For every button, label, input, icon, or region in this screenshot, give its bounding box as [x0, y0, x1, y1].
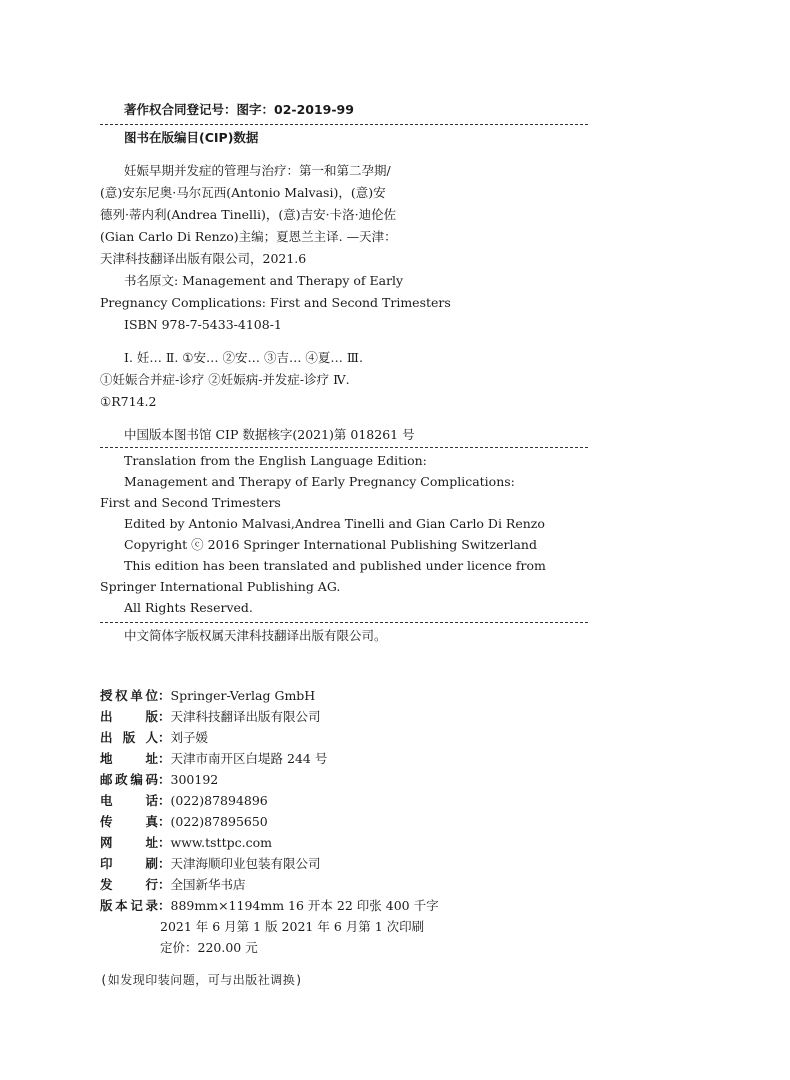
- imprint-row: 出版：天津科技翻译出版有限公司: [100, 709, 321, 724]
- imprint-value: 天津科技翻译出版有限公司: [170, 709, 321, 724]
- cip-record-line: 妊娠早期并发症的管理与治疗：第一和第二孕期/: [124, 163, 391, 178]
- imprint-row: 电话：(022)87894896: [100, 793, 268, 808]
- cip-record-line: 德列·蒂内利(Andrea Tinelli)，(意)吉安·卡洛·迪伦佐: [100, 207, 397, 222]
- imprint-label: 版本记录: [100, 898, 158, 913]
- original-title-line: 书名原文: Management and Therapy of Early: [124, 273, 404, 288]
- cip-heading: 图书在版编目(CIP)数据: [124, 130, 259, 145]
- imprint-label: 网址: [100, 835, 158, 850]
- translation-line: This edition has been translated and published under licence from: [124, 558, 546, 573]
- imprint-row: 授权单位：Springer-Verlag GmbH: [100, 688, 316, 703]
- translation-line: Translation from the English Language Edition:: [124, 453, 427, 468]
- imprint-value: (022)87894896: [170, 793, 268, 808]
- imprint-label: 印刷: [100, 856, 158, 871]
- isbn: ISBN 978-7-5433-4108-1: [124, 317, 282, 332]
- imprint-label: 传真: [100, 814, 158, 829]
- imprint-value: 全国新华书店: [170, 877, 246, 892]
- footer-note: (如发现印装问题，可与出版社调换): [100, 973, 303, 987]
- cip-record-line: (意)安东尼奥·马尔瓦西(Antonio Malvasi)，(意)安: [100, 185, 386, 200]
- imprint-label: 出版: [100, 709, 158, 724]
- imprint-label: 地址: [100, 751, 158, 766]
- edition-line: 2021 年 6 月第 1 版 2021 年 6 月第 1 次印刷: [160, 919, 425, 934]
- imprint-label: 电话: [100, 793, 158, 808]
- imprint-value: Springer-Verlag GmbH: [170, 688, 316, 703]
- translation-line: Copyright ⓒ 2016 Springer International Publishing Switzerland: [124, 537, 537, 552]
- price: 定价：220.00 元: [160, 940, 258, 955]
- imprint-value: 天津市南开区白堤路 244 号: [170, 751, 328, 766]
- imprint-value: 300192: [170, 772, 219, 787]
- divider: [100, 622, 588, 623]
- imprint-row: 邮政编码：300192: [100, 772, 219, 787]
- imprint-row: 出版人：刘子媛: [100, 730, 209, 745]
- imprint-value: 刘子媛: [170, 730, 209, 745]
- translation-line: Edited by Antonio Malvasi,Andrea Tinelli and Gian Carlo Di Renzo: [124, 516, 545, 531]
- imprint-label: 邮政编码: [100, 772, 158, 787]
- subject-terms-line: Ⅰ. 妊… Ⅱ. ①安… ②安… ③吉… ④夏… Ⅲ.: [124, 350, 363, 365]
- divider: [100, 447, 588, 448]
- imprint-value: 889mm×1194mm 16 开本 22 印张 400 千字: [170, 898, 439, 913]
- imprint-value: 天津海顺印业包装有限公司: [170, 856, 321, 871]
- imprint-value: www.tsttpc.com: [170, 835, 272, 850]
- copyright-registration: 著作权合同登记号：图字：02-2019-99: [124, 102, 354, 117]
- imprint-row: 版本记录：889mm×1194mm 16 开本 22 印张 400 千字: [100, 898, 439, 913]
- translation-line: Management and Therapy of Early Pregnancy Complications:: [124, 474, 515, 489]
- translation-line: First and Second Trimesters: [100, 495, 281, 510]
- imprint-row: 发行：全国新华书店: [100, 877, 246, 892]
- subject-terms-line: ①妊娠合并症-诊疗 ②妊娠病-并发症-诊疗 Ⅳ.: [100, 372, 350, 387]
- chinese-rights: 中文简体字版权属天津科技翻译出版有限公司。: [124, 628, 387, 643]
- imprint-label: 出版人: [100, 730, 158, 745]
- cip-number: 中国版本图书馆 CIP 数据核字(2021)第 018261 号: [124, 427, 415, 442]
- cip-record-line: 天津科技翻译出版有限公司，2021.6: [100, 251, 307, 266]
- imprint-label: 发行: [100, 877, 158, 892]
- imprint-value: (022)87895650: [170, 814, 268, 829]
- original-title-line: Pregnancy Complications: First and Second Trimesters: [100, 295, 451, 310]
- imprint-label: 授权单位: [100, 688, 158, 703]
- imprint-row: 网址：www.tsttpc.com: [100, 835, 272, 850]
- imprint-row: 地址：天津市南开区白堤路 244 号: [100, 751, 328, 766]
- divider: [100, 124, 588, 125]
- subject-terms-line: ①R714.2: [100, 394, 157, 409]
- translation-line: All Rights Reserved.: [124, 600, 253, 615]
- imprint-row: 印刷：天津海顺印业包装有限公司: [100, 856, 321, 871]
- cip-record-line: (Gian Carlo Di Renzo)主编；夏恩兰主译. —天津：: [100, 229, 397, 244]
- imprint-row: 传真：(022)87895650: [100, 814, 268, 829]
- translation-line: Springer International Publishing AG.: [100, 579, 341, 594]
